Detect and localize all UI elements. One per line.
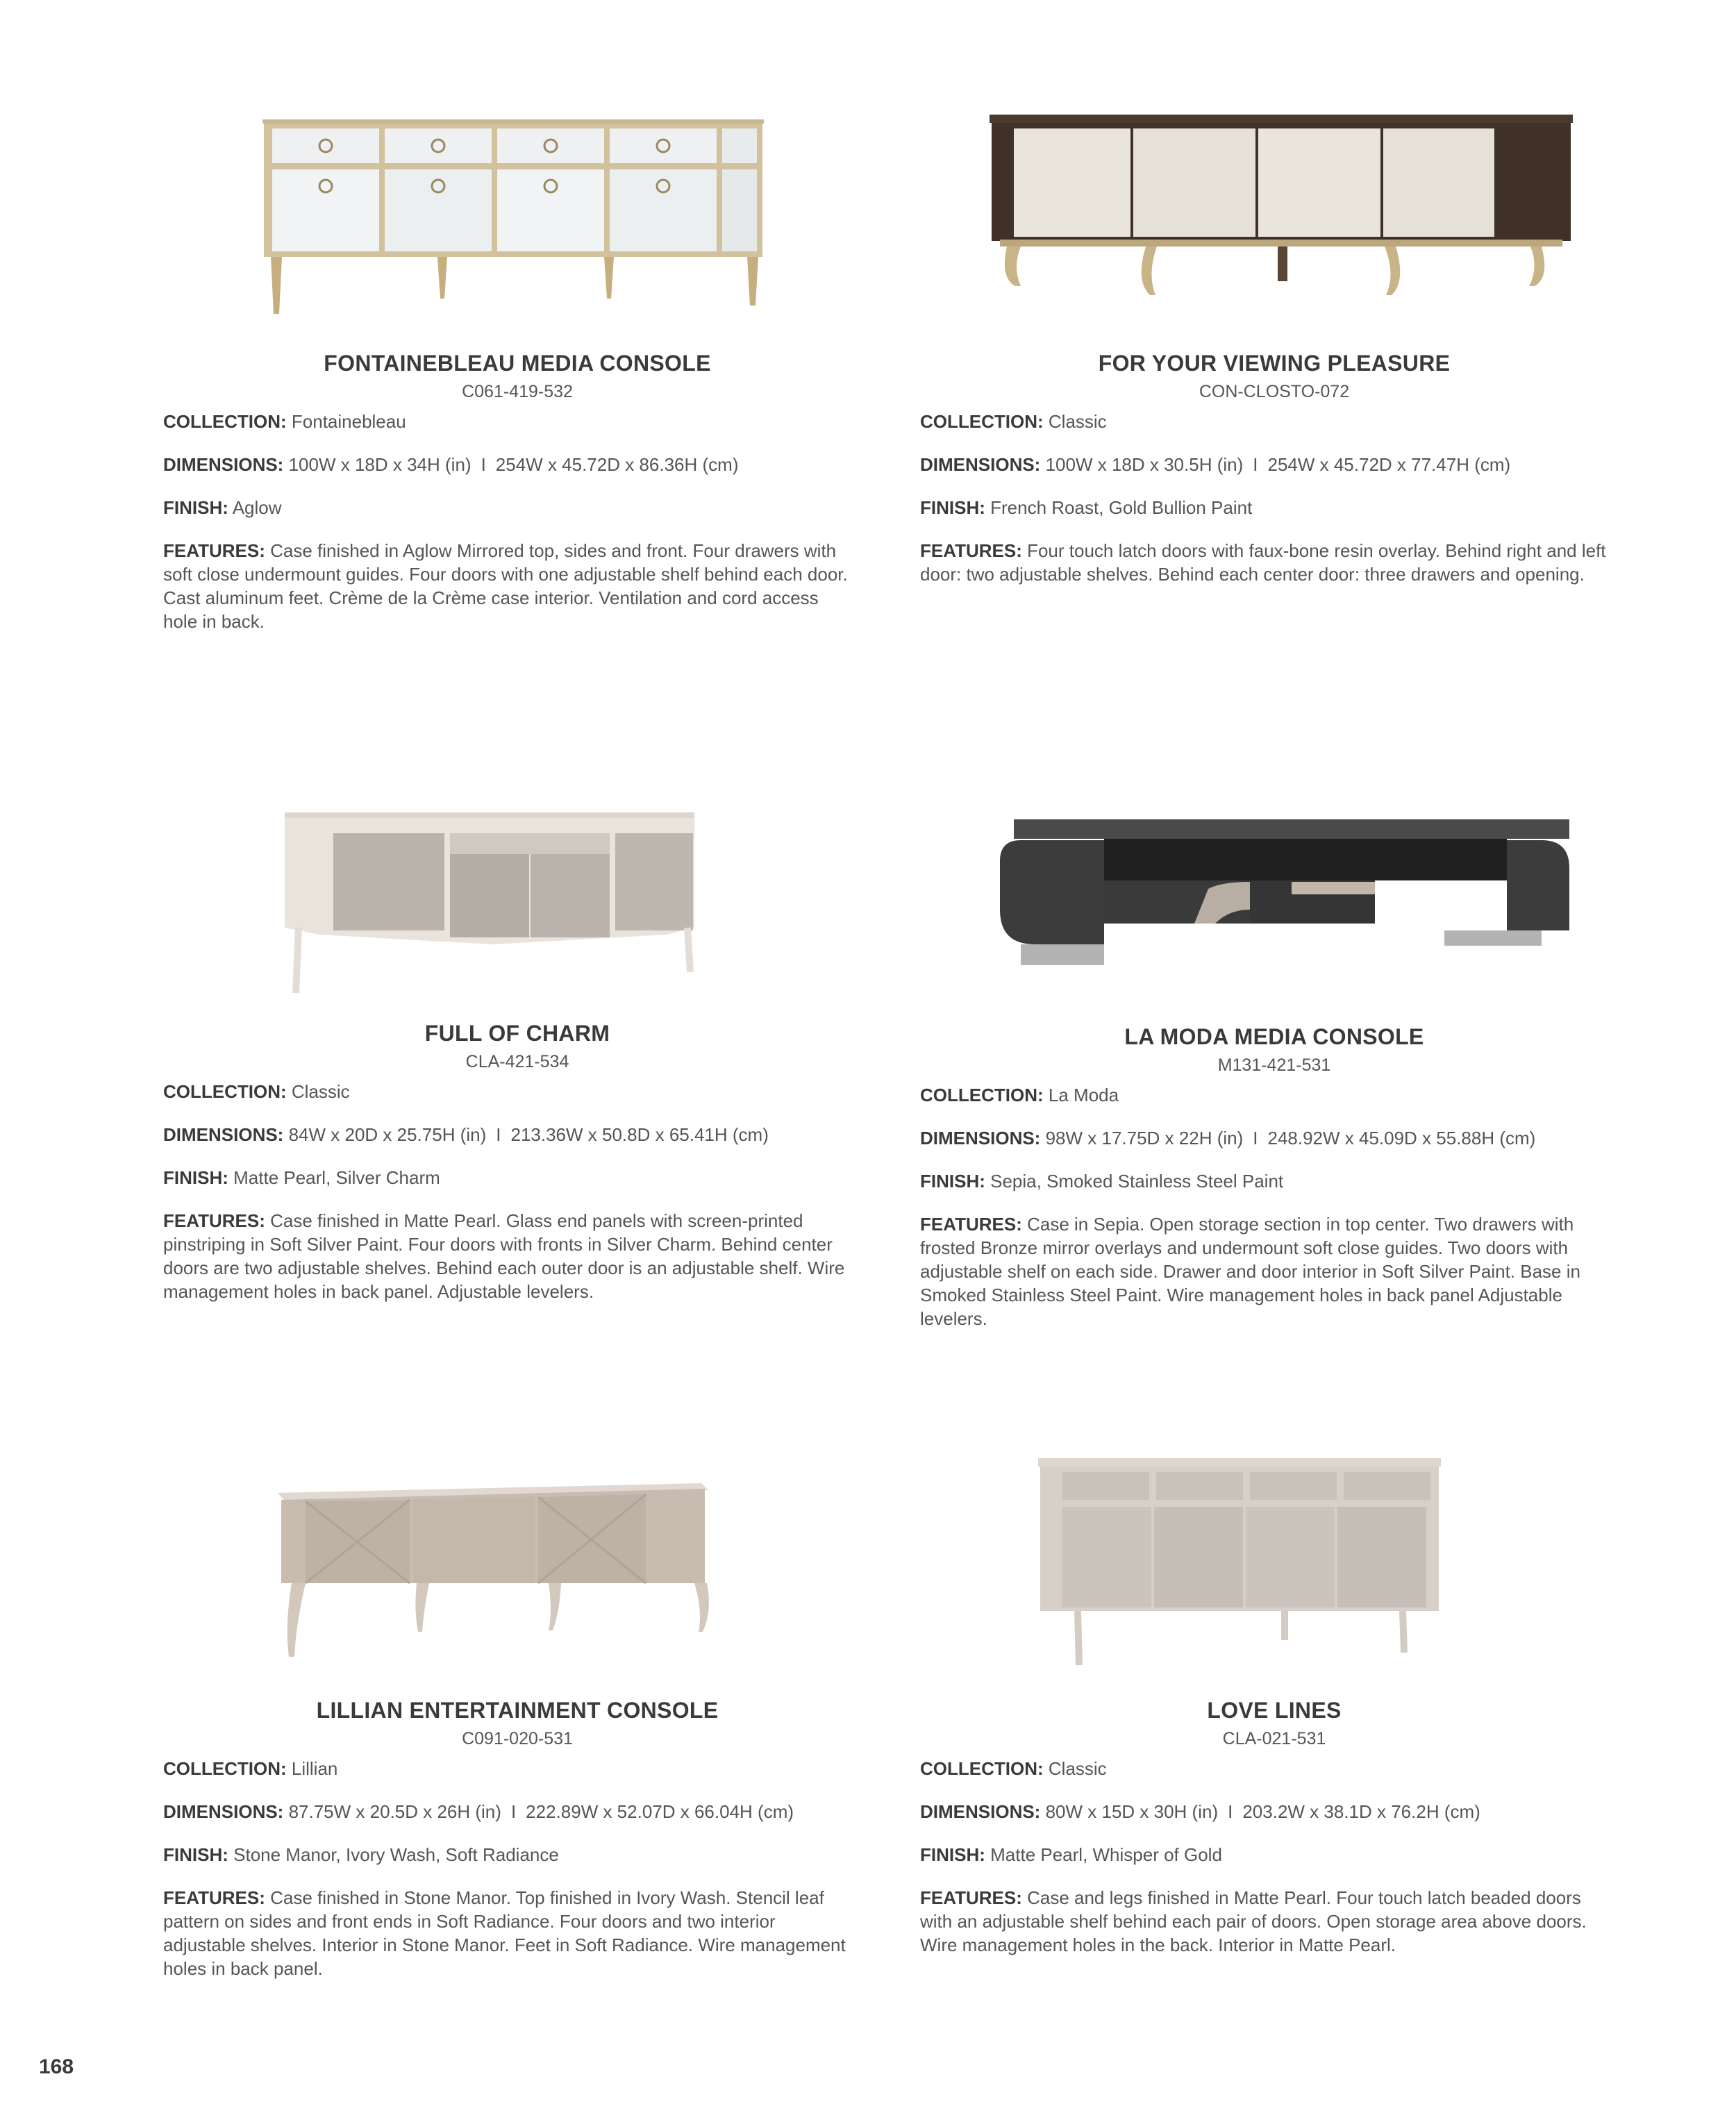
product-sku: C091-020-531 <box>462 1729 573 1748</box>
dimensions-in: 84W x 20D x 25.75H (in) <box>288 1124 487 1145</box>
pearl-console-illustration <box>160 771 875 1000</box>
product-image-full-of-charm <box>160 771 875 1000</box>
finish-value: Matte Pearl, Whisper of Gold <box>990 1844 1222 1865</box>
dimensions-in: 98W x 17.75D x 22H (in) <box>1045 1128 1244 1148</box>
product-image-viewing-pleasure <box>917 97 1632 326</box>
product-name: FOR YOUR VIEWING PLEASURE <box>1098 351 1451 376</box>
collection-line <box>163 1757 858 1780</box>
dimensions-line <box>163 1800 858 1823</box>
collection-value: Lillian <box>291 1758 338 1779</box>
product-name: LOVE LINES <box>1207 1698 1342 1723</box>
features-line <box>920 1212 1614 1330</box>
product-image-love-lines <box>917 1444 1632 1673</box>
features-value: Case finished in Matte Pearl. Glass end panels with screen-printed pinstriping in Soft Silver Paint. Four doors with fronts in Silver Charm. Behind center doors are two adjustable shelves. Behind each outer door is an adjustable shelf. Wire management holes in back panel. Adjustable levelers. <box>163 1210 845 1302</box>
dimensions-separator: I <box>496 1124 501 1145</box>
dimensions-label: DIMENSIONS: <box>163 1124 284 1145</box>
dimensions-line <box>920 453 1614 476</box>
sepia-console-illustration <box>917 771 1632 1000</box>
dimensions-label: DIMENSIONS: <box>920 1128 1041 1148</box>
product-sku: CLA-021-531 <box>1222 1729 1326 1748</box>
features-label: FEATURES: <box>163 540 265 561</box>
features-value: Case finished in Aglow Mirrored top, sides and front. Four drawers with soft close undermount guides. Four doors with one adjustable shelf behind each door. Cast aluminum feet. Crème de la Crème case interior. Ventilation and cord access hole in back. <box>163 540 848 632</box>
finish-label: FINISH: <box>920 497 985 518</box>
collection-label: COLLECTION: <box>920 1085 1044 1105</box>
love-lines-console-illustration <box>917 1444 1632 1673</box>
finish-value: Stone Manor, Ivory Wash, Soft Radiance <box>233 1844 559 1865</box>
collection-line <box>920 410 1614 433</box>
product-sku: M131-421-531 <box>1217 1055 1331 1075</box>
product-name: FULL OF CHARM <box>424 1021 610 1046</box>
finish-line <box>163 1166 858 1189</box>
product-name: FONTAINEBLEAU MEDIA CONSOLE <box>324 351 711 376</box>
finish-label: FINISH: <box>163 1844 228 1865</box>
collection-value: Classic <box>1048 1758 1107 1779</box>
finish-label: FINISH: <box>920 1844 985 1865</box>
finish-line <box>920 1843 1614 1866</box>
finish-label: FINISH: <box>920 1171 985 1192</box>
product-sku: CLA-421-534 <box>465 1052 569 1071</box>
stone-console-illustration <box>160 1444 875 1673</box>
dimensions-line <box>163 453 858 476</box>
dimensions-separator: I <box>481 454 486 475</box>
dimensions-label: DIMENSIONS: <box>163 1801 284 1822</box>
product-image-fontainebleau <box>160 97 875 326</box>
finish-value: Sepia, Smoked Stainless Steel Paint <box>990 1171 1284 1192</box>
features-line <box>163 1886 858 1980</box>
dimensions-line <box>920 1800 1614 1823</box>
features-line <box>920 1886 1614 1957</box>
dimensions-in: 100W x 18D x 30.5H (in) <box>1045 454 1244 475</box>
product-name: LA MODA MEDIA CONSOLE <box>1124 1024 1424 1049</box>
collection-value: Classic <box>291 1081 350 1102</box>
collection-line <box>920 1757 1614 1780</box>
dimensions-separator: I <box>1253 454 1258 475</box>
dimensions-in: 87.75W x 20.5D x 26H (in) <box>288 1801 501 1822</box>
dimensions-cm: 254W x 45.72D x 77.47H (cm) <box>1267 454 1511 475</box>
finish-line <box>920 1169 1614 1193</box>
collection-line <box>163 410 858 433</box>
finish-value: Matte Pearl, Silver Charm <box>233 1167 440 1188</box>
collection-value: Fontainebleau <box>291 411 406 432</box>
collection-label: COLLECTION: <box>920 411 1044 432</box>
product-specs <box>163 410 858 653</box>
product-specs <box>920 410 1614 605</box>
product-sku: C061-419-532 <box>462 382 573 401</box>
dimensions-cm: 222.89W x 52.07D x 66.04H (cm) <box>526 1801 794 1822</box>
collection-label: COLLECTION: <box>920 1758 1044 1779</box>
dimensions-separator: I <box>1253 1128 1258 1148</box>
dimensions-label: DIMENSIONS: <box>920 454 1041 475</box>
dimensions-label: DIMENSIONS: <box>920 1801 1041 1822</box>
mirrored-console-illustration <box>160 97 875 326</box>
features-label: FEATURES: <box>163 1887 265 1908</box>
finish-line <box>163 1843 858 1866</box>
product-sku: CON-CLOSTO-072 <box>1199 382 1350 401</box>
features-value: Case and legs finished in Matte Pearl. Four touch latch beaded doors with an adjustable shelf behind each pair of doors. Open storage area above doors. Wire management holes in the back. Interior in Matte Pearl. <box>920 1887 1587 1955</box>
features-line <box>163 1209 858 1303</box>
collection-value: Classic <box>1048 411 1107 432</box>
product-specs <box>920 1083 1614 1350</box>
features-line <box>163 539 858 633</box>
product-image-la-moda <box>917 771 1632 1000</box>
features-label: FEATURES: <box>163 1210 265 1231</box>
finish-line <box>163 496 858 519</box>
collection-value: La Moda <box>1048 1085 1119 1105</box>
collection-line <box>920 1083 1614 1107</box>
features-value: Case in Sepia. Open storage section in top center. Two drawers with frosted Bronze mirror overlays and undermount soft close guides. Two doors with adjustable shelf on each side. Drawer and door interior in Soft Silver Paint. Base in Smoked Stainless Steel Paint. Wire management holes in back panel Adjustable levelers. <box>920 1214 1580 1329</box>
dimensions-cm: 254W x 45.72D x 86.36H (cm) <box>495 454 739 475</box>
features-line <box>920 539 1614 586</box>
dimensions-line <box>920 1126 1614 1150</box>
dimensions-cm: 203.2W x 38.1D x 76.2H (cm) <box>1242 1801 1480 1822</box>
finish-value: French Roast, Gold Bullion Paint <box>990 497 1253 518</box>
dimensions-in: 100W x 18D x 34H (in) <box>288 454 471 475</box>
dimensions-line <box>163 1123 858 1146</box>
dimensions-cm: 213.36W x 50.8D x 65.41H (cm) <box>510 1124 769 1145</box>
features-value: Four touch latch doors with faux-bone resin overlay. Behind right and left door: two adjustable shelves. Behind each center door: three drawers and opening. <box>920 540 1606 585</box>
finish-label: FINISH: <box>163 497 228 518</box>
dimensions-cm: 248.92W x 45.09D x 55.88H (cm) <box>1267 1128 1536 1148</box>
dimensions-separator: I <box>510 1801 517 1822</box>
features-label: FEATURES: <box>920 540 1022 561</box>
features-value: Case finished in Stone Manor. Top finished in Ivory Wash. Stencil leaf pattern on sides and front ends in Soft Radiance. Four doors and two interior adjustable shelves. Interior in Stone Manor. Feet in Soft Radiance. Wire management holes in back panel. <box>163 1887 846 1979</box>
dark-console-illustration <box>917 97 1632 326</box>
dimensions-label: DIMENSIONS: <box>163 454 284 475</box>
product-specs <box>163 1757 858 2000</box>
dimensions-in: 80W x 15D x 30H (in) <box>1045 1801 1219 1822</box>
product-specs <box>920 1757 1614 1976</box>
collection-label: COLLECTION: <box>163 1081 287 1102</box>
finish-label: FINISH: <box>163 1167 228 1188</box>
product-name: LILLIAN ENTERTAINMENT CONSOLE <box>316 1698 719 1723</box>
features-label: FEATURES: <box>920 1887 1022 1908</box>
dimensions-separator: I <box>1228 1801 1233 1822</box>
finish-value: Aglow <box>232 497 282 518</box>
collection-label: COLLECTION: <box>163 411 287 432</box>
finish-line <box>920 496 1614 519</box>
product-specs <box>163 1080 858 1323</box>
collection-line <box>163 1080 858 1103</box>
page-number: 168 <box>39 2055 74 2078</box>
product-image-lillian <box>160 1444 875 1673</box>
collection-label: COLLECTION: <box>163 1758 287 1779</box>
features-label: FEATURES: <box>920 1214 1022 1235</box>
